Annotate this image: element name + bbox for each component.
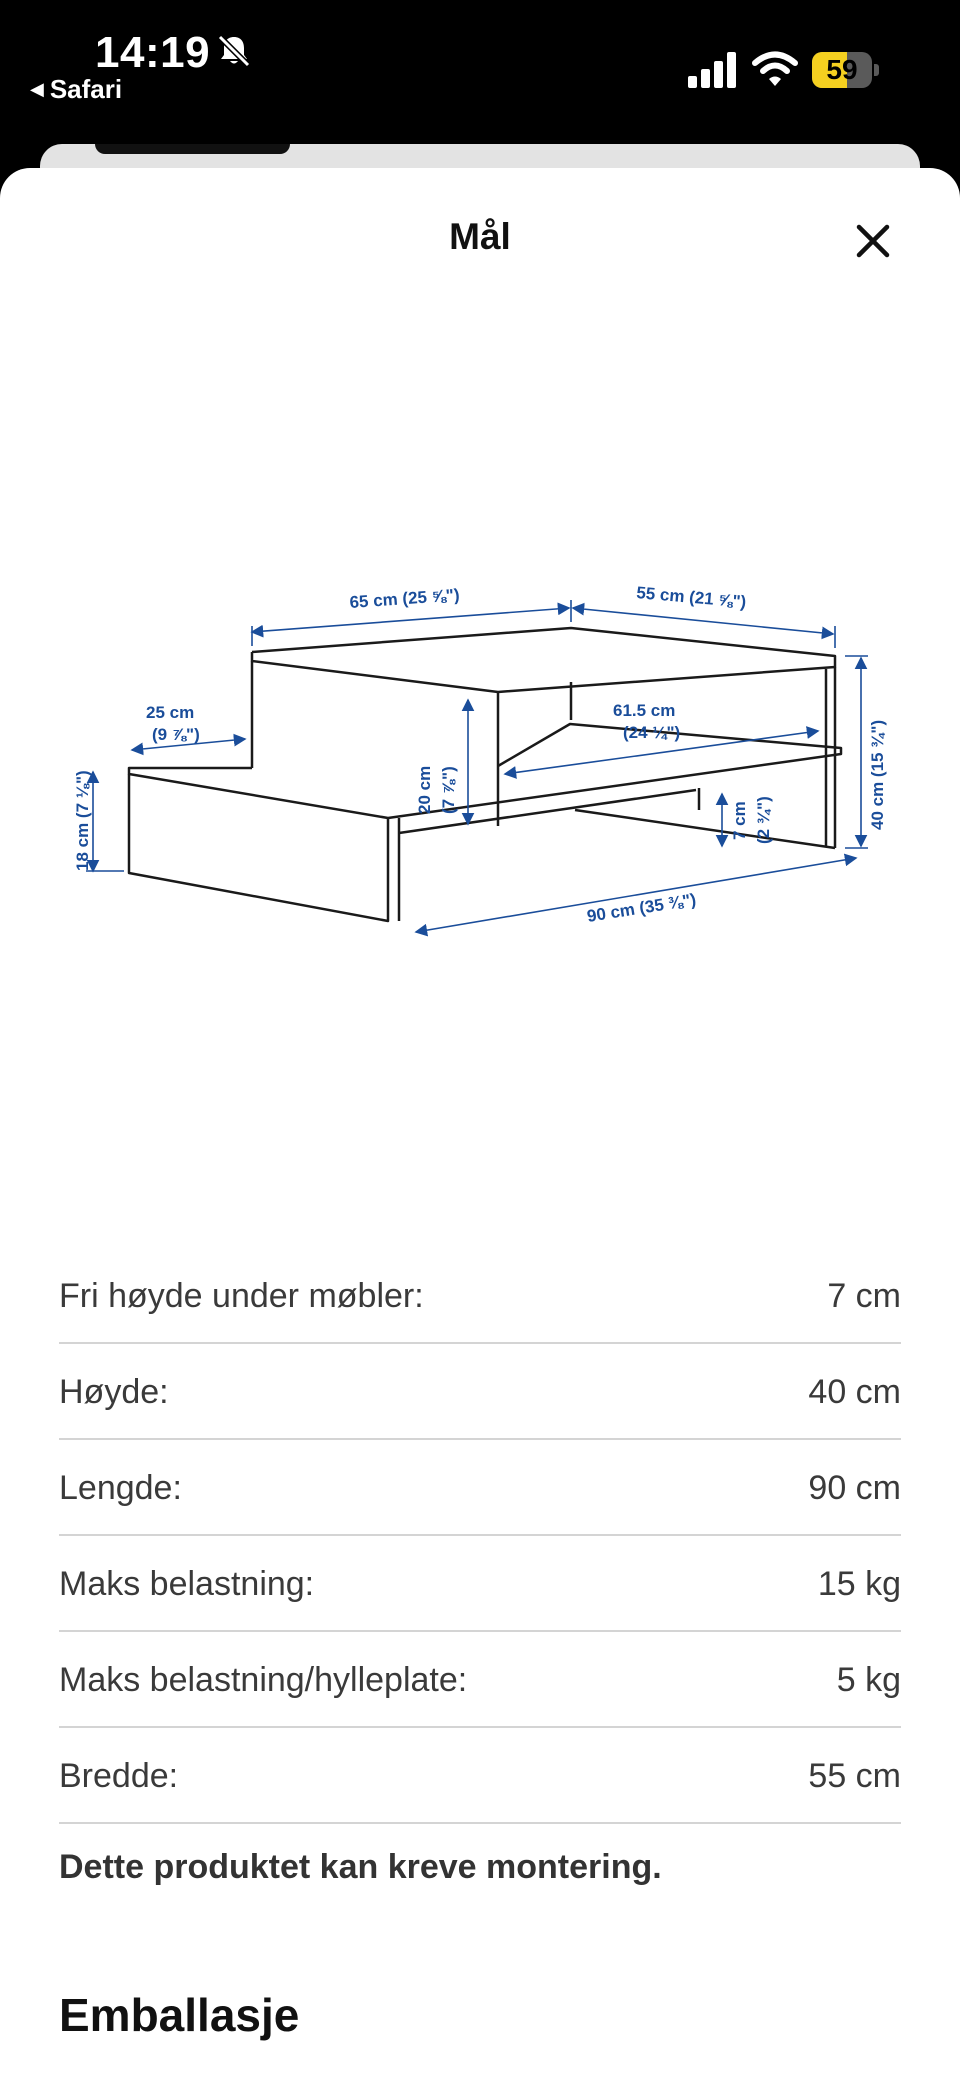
spec-row <box>59 1248 901 1344</box>
label-width-top: 55 cm (21 ⅝") <box>635 583 748 612</box>
label-depth-top: 65 cm (25 ⅝") <box>348 585 461 612</box>
spec-row <box>59 1344 901 1440</box>
packaging-section-title: Emballasje <box>59 1989 300 2041</box>
product-dimension-diagram <box>60 528 900 1028</box>
furniture-outline <box>129 628 841 921</box>
status-bar <box>0 0 960 145</box>
spec-row <box>59 1728 901 1824</box>
label-length: 90 cm (35 ⅜") <box>585 889 698 926</box>
back-triangle-icon: ◀ <box>30 79 44 99</box>
back-to-app-link[interactable] <box>30 74 122 105</box>
spec-label: Bredde: <box>59 1756 179 1795</box>
spec-row <box>59 1536 901 1632</box>
spec-value: 7 cm <box>827 1276 901 1315</box>
spec-value: 40 cm <box>808 1372 901 1411</box>
label-clearance-cm: 7 cm <box>730 801 749 840</box>
signal-icon <box>688 52 738 88</box>
background-page-bar <box>95 144 290 154</box>
spec-value: 5 kg <box>836 1660 901 1699</box>
spec-value: 90 cm <box>808 1468 901 1507</box>
spec-label: Maks belastning/hylleplate: <box>59 1660 468 1699</box>
spec-row <box>59 1632 901 1728</box>
label-low-height: 18 cm (7 ⅛") <box>73 770 92 871</box>
bell-off-icon <box>216 33 252 69</box>
battery-icon <box>812 52 880 88</box>
spec-label: Maks belastning: <box>59 1564 315 1603</box>
back-app-label: Safari <box>49 74 123 104</box>
spec-label: Lengde: <box>59 1468 182 1507</box>
spec-list <box>59 1248 901 1824</box>
spec-value: 15 kg <box>817 1564 901 1603</box>
modal-title: Mål <box>449 216 511 257</box>
label-step-depth-cm: 25 cm <box>146 703 195 722</box>
battery-percent: 59 <box>826 54 858 85</box>
dimensions-modal <box>0 168 960 2081</box>
spec-label: Fri høyde under møbler: <box>59 1276 424 1315</box>
label-inner-width-in: (24 ¼") <box>623 723 681 742</box>
label-step-depth-in: (9 ⅞") <box>152 725 200 744</box>
status-time: 14:19 <box>95 28 211 77</box>
label-shelf-height-cm: 20 cm <box>415 765 434 814</box>
label-inner-width-cm: 61.5 cm <box>613 701 676 720</box>
spec-label: Høyde: <box>59 1372 169 1411</box>
label-clearance-in: (2 ¾") <box>754 796 773 844</box>
label-shelf-height-in: (7 ⅞") <box>439 766 458 814</box>
label-total-height: 40 cm (15 ¾") <box>868 719 887 830</box>
assembly-note: Dette produktet kan kreve montering. <box>59 1848 662 1886</box>
spec-value: 55 cm <box>808 1756 901 1795</box>
wifi-icon <box>752 50 798 88</box>
close-icon[interactable] <box>848 216 898 266</box>
spec-row <box>59 1440 901 1536</box>
